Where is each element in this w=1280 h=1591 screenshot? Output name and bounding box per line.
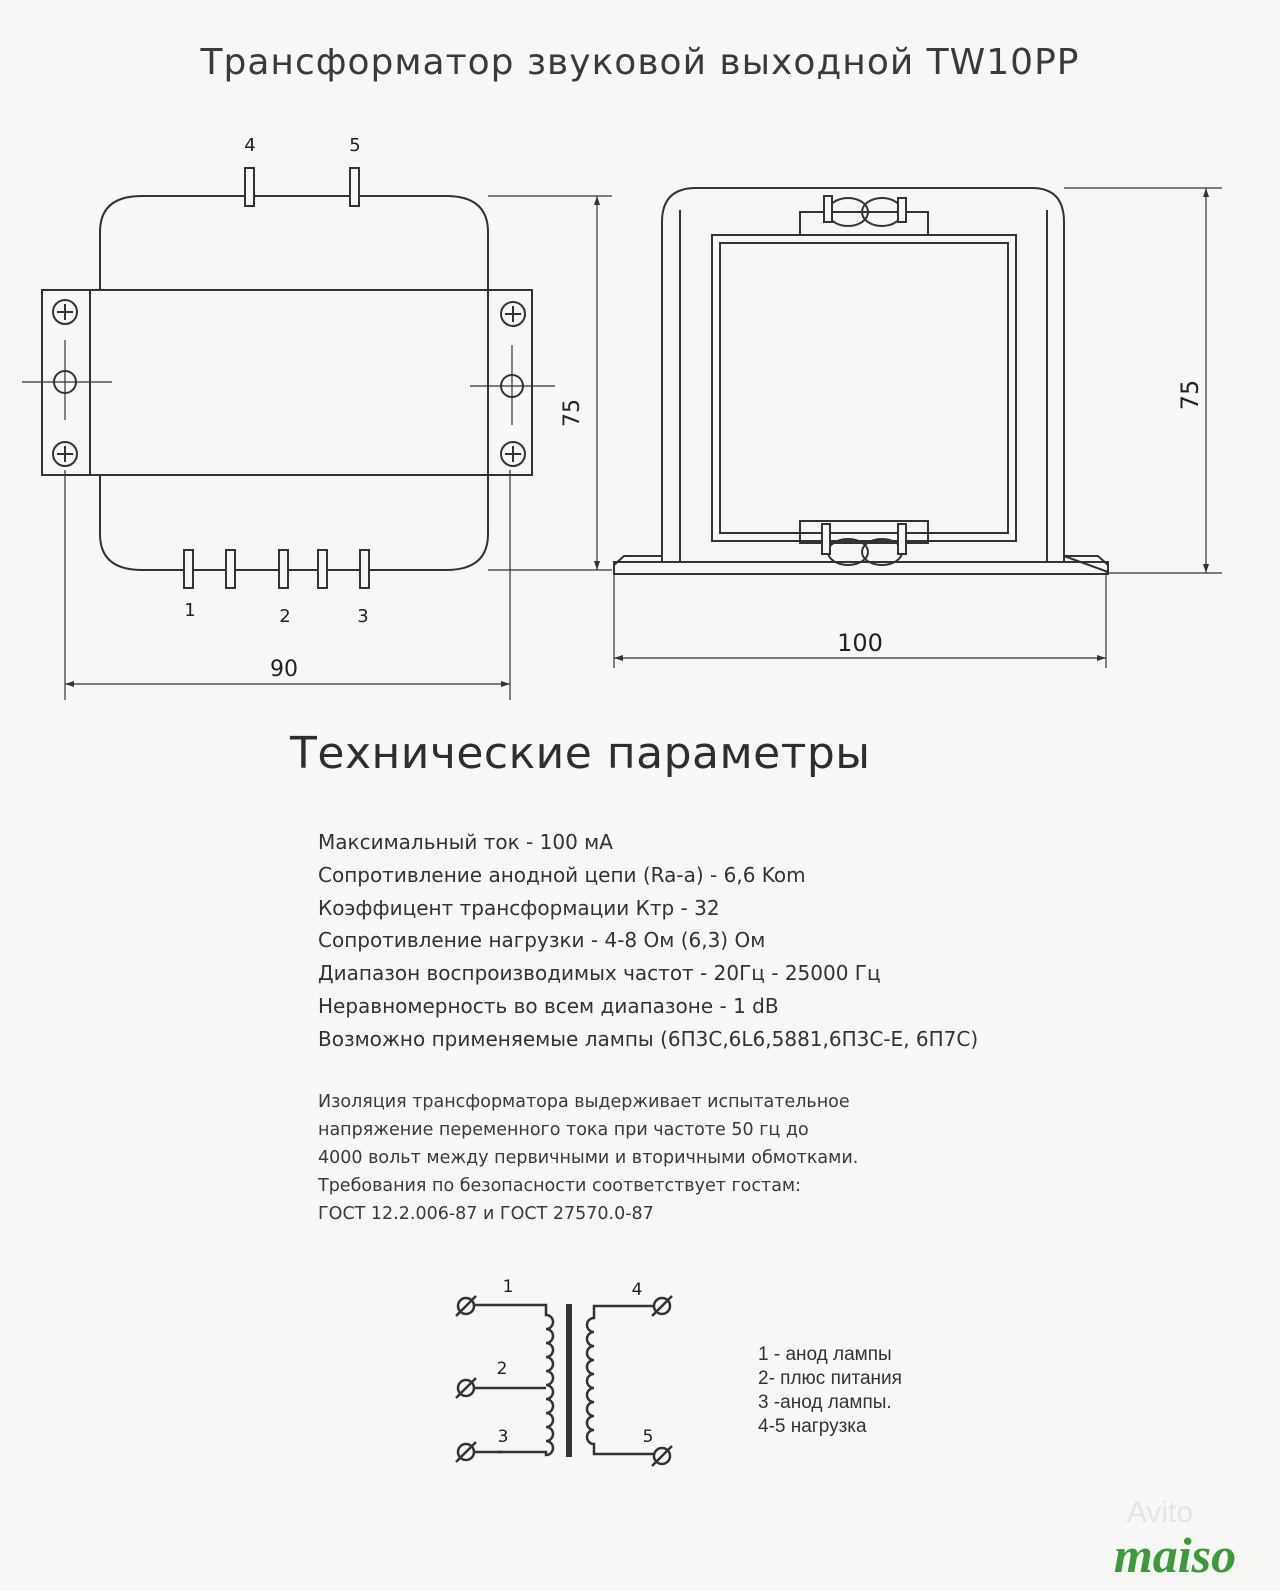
side-view-labels xyxy=(837,380,1204,657)
pin-label: 1 xyxy=(184,600,196,621)
pin-nc-b xyxy=(318,550,327,588)
pin-2 xyxy=(279,550,288,588)
dimension-width-label: 90 xyxy=(270,657,298,682)
spec-item: Сопротивление нагрузки - 4-8 Ом (6,3) Ом xyxy=(318,928,766,953)
screw-icon xyxy=(501,442,525,466)
pin-4 xyxy=(245,168,254,206)
specs-title: Технические параметры xyxy=(290,728,871,779)
watermark-logo xyxy=(1080,1486,1270,1586)
terminal-icon xyxy=(456,1442,476,1462)
spec-item: Диапазон воспроизводимых частот - 20Гц - 25000 Гц xyxy=(318,961,881,986)
top-bracket xyxy=(800,212,928,235)
screw-icon xyxy=(501,302,525,326)
pin-5 xyxy=(350,168,359,206)
pin-label: 3 xyxy=(357,606,369,627)
dimension-height-label: 75 xyxy=(1176,379,1204,411)
dimension-width-label: 100 xyxy=(837,629,883,657)
terminal-icon xyxy=(652,1446,672,1466)
spec-item: Неравномерность во всем диапазоне - 1 dB xyxy=(318,993,779,1018)
pin-nc-a xyxy=(226,550,235,588)
terminal-label: 1 xyxy=(502,1277,514,1297)
specs-list xyxy=(318,826,978,1056)
pin-label: 2 xyxy=(279,606,291,627)
terminal-icon xyxy=(456,1378,476,1398)
pin-label: 4 xyxy=(244,135,256,156)
terminal-icon xyxy=(456,1296,476,1316)
screw-icon xyxy=(53,442,77,466)
pin-3 xyxy=(360,550,369,588)
spec-item: Максимальный ток - 100 мА xyxy=(318,830,613,854)
legend-item: 4-5 нагрузка xyxy=(758,1416,867,1437)
legend-item: 1 - анод лампы xyxy=(758,1344,892,1365)
terminal-label: 5 xyxy=(642,1427,654,1447)
note-line: Требования по безопасности соответствует гостам: xyxy=(318,1176,802,1196)
schematic xyxy=(456,1296,672,1466)
legend-item: 2- плюс питания xyxy=(758,1368,902,1389)
terminal-label: 4 xyxy=(631,1280,643,1300)
spec-item: Коэффицент трансформации Ктр - 32 xyxy=(318,895,720,920)
mounting-plate xyxy=(42,290,532,475)
core-window-inner xyxy=(720,243,1008,533)
watermark-top-text: Avito xyxy=(1126,1496,1194,1529)
front-view-labels xyxy=(184,135,585,682)
side-view-body xyxy=(662,188,1064,562)
pin-1 xyxy=(184,550,193,588)
side-view xyxy=(614,188,1222,668)
spec-item: Возможно применяемые лампы (6П3С,6L6,5881,6П3С-Е, 6П7С) xyxy=(318,1026,979,1051)
schematic-labels xyxy=(497,1277,654,1447)
insulation-notes xyxy=(318,1088,858,1228)
terminal-label: 3 xyxy=(497,1427,509,1447)
watermark-bottom-text: maiso xyxy=(1113,1527,1237,1583)
note-line: 4000 вольт между первичными и вторичными обмотками. xyxy=(318,1148,859,1168)
document-title: Трансформатор звуковой выходной TW10PP xyxy=(200,42,1080,83)
front-view xyxy=(22,168,612,700)
spec-item: Сопротивление анодной цепи (Ra-a) - 6,6 Kom xyxy=(318,862,806,887)
legend-item: 3 -анод лампы. xyxy=(758,1392,892,1413)
note-line: напряжение переменного тока при частоте 50 гц до xyxy=(318,1120,809,1140)
note-line: ГОСТ 12.2.006-87 и ГОСТ 27570.0-87 xyxy=(318,1204,654,1224)
core-window-outer xyxy=(712,235,1016,541)
note-line: Изоляция трансформатора выдерживает испытательное xyxy=(318,1092,850,1112)
pin-label: 5 xyxy=(349,135,361,156)
base-plate xyxy=(614,556,1108,572)
terminal-icon xyxy=(652,1296,672,1316)
terminal-label: 2 xyxy=(496,1359,508,1379)
dimension-height-label: 75 xyxy=(560,399,585,427)
schematic-legend xyxy=(758,1343,902,1439)
screw-icon xyxy=(53,300,77,324)
transformer-body-outline xyxy=(100,196,488,570)
